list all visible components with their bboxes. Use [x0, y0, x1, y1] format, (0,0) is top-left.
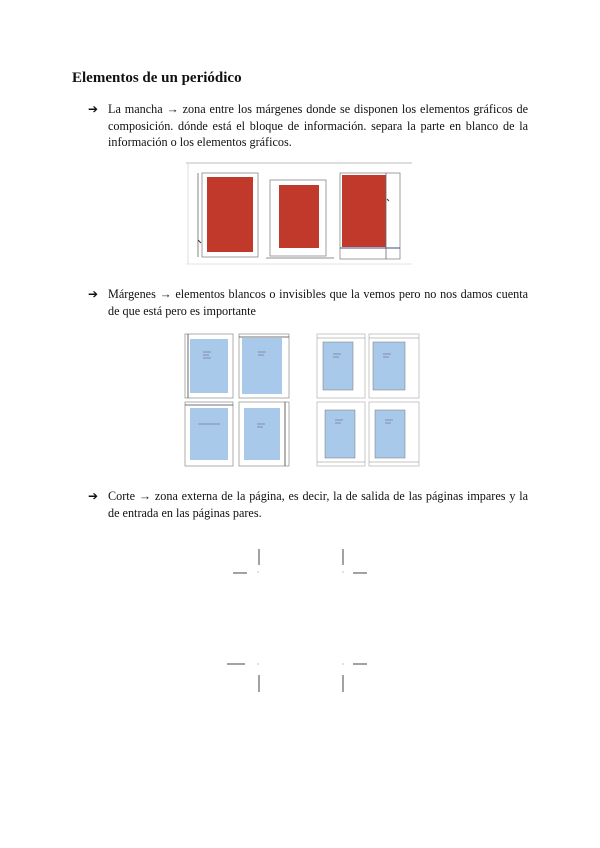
margin-page-br	[239, 402, 289, 466]
bullet-mancha-text: La mancha → zona entre los márgenes donde se disponen los elementos gráficos de composición. dónde está el bloque de información. separa la parte en blanco de la información o los elementos gráficos.	[108, 102, 528, 149]
figure-margenes-left	[183, 332, 293, 468]
margin-page-br	[369, 402, 419, 466]
mancha-page-center	[266, 180, 334, 258]
bullet-corte-text: Corte → zona externa de la página, es decir, la de salida de las páginas impares y la de entrada en las páginas pares.	[108, 489, 528, 520]
mancha-page-right	[340, 173, 400, 259]
page-title: Elementos de un periódico	[72, 70, 242, 86]
bullet-margenes-text: Márgenes → elementos blancos o invisibles que la vemos pero no nos damos cuenta de que está pero es importante	[108, 287, 528, 318]
arrow-bullet-icon: ➔	[88, 489, 99, 503]
arrow-bullet-icon: ➔	[88, 102, 99, 116]
margin-page-bl	[317, 402, 365, 466]
margin-page-tr	[369, 334, 419, 398]
figure-mancha	[186, 162, 414, 266]
bullet-mancha	[88, 101, 528, 151]
figure-corte-crop-marks	[225, 545, 375, 695]
figure-margenes-right	[313, 332, 423, 468]
bullet-corte	[88, 488, 528, 521]
margin-page-bl	[185, 402, 233, 466]
mancha-page-left	[198, 173, 258, 257]
arrow-bullet-icon: ➔	[88, 287, 99, 301]
margin-page-tr	[239, 334, 289, 398]
margin-page-tl	[185, 334, 233, 398]
bullet-margenes	[88, 286, 528, 319]
margin-page-tl	[317, 334, 365, 398]
